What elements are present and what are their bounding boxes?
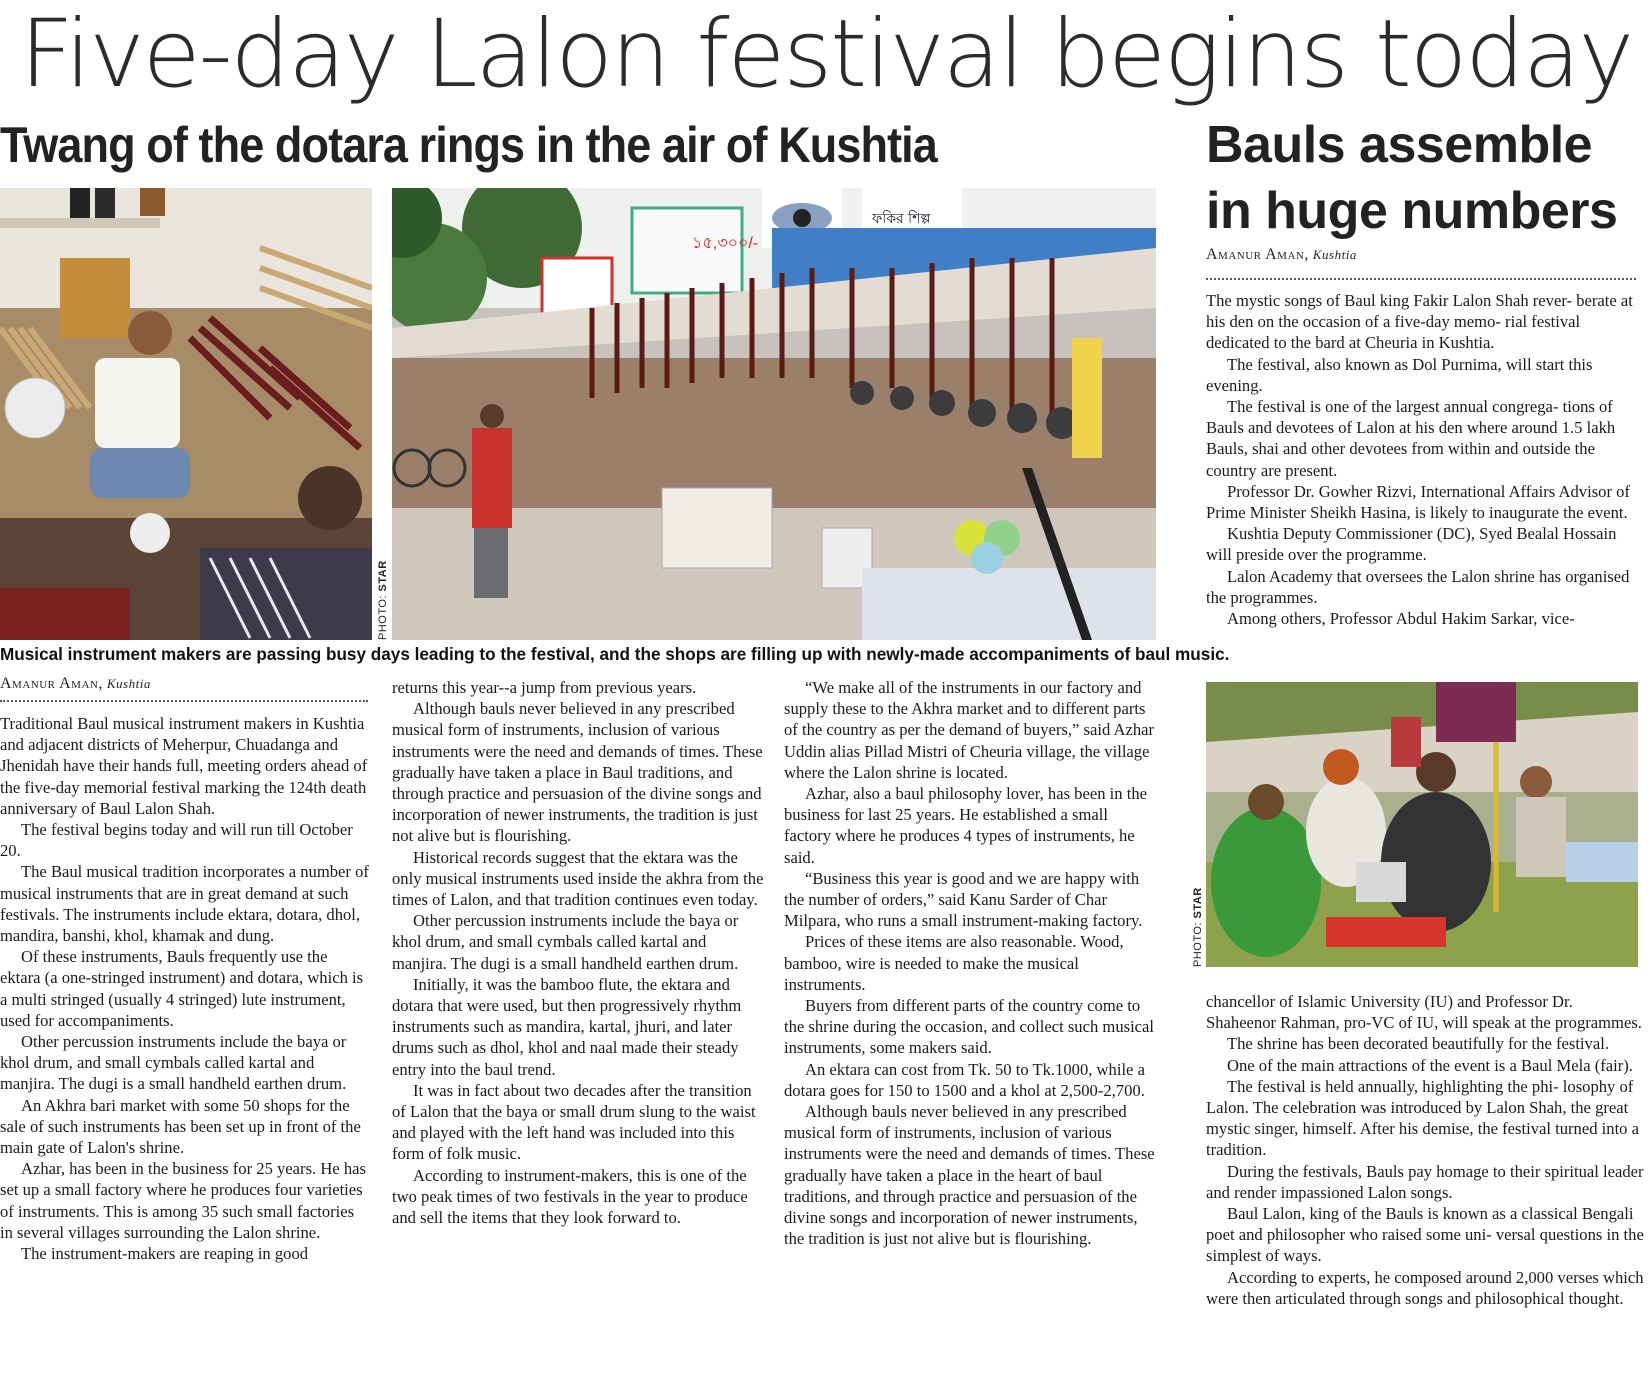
main-headline: Twang of the dotara rings in the air of Kushtia — [0, 117, 937, 173]
photo-credit: PHOTO: STAR — [377, 560, 389, 640]
market-photo — [392, 188, 1156, 640]
byline-name: Amanur Aman, — [0, 675, 103, 692]
main-story-column-3: “We make all of the instruments in our factory and supply these to the Akhra market and to different parts of the country as per the demand of buyers,” said Azhar Uddin alias Pillad Mistri of Cheuria village, the village where the Lalon shrine is located. Azhar, also a baul philosophy lover, has been in the business for last 25 years. He established a small factory where he produces 4 types of instruments, he said. “Business this year is good and we are happy with the number of orders,” said Kanu Sarder of Char Milpara, who runs a small instrument-making factory. Prices of these items are also reasonable. Wood, bamboo, wire is needed to make the musical instruments. Buyers from different parts of the country come to the shrine during the occasion, and collect such musical instruments, some makers said. An ektara can cost from Tk. 50 to Tk.1000, while a dotara goes for 150 to 1500 and a khol at 2,500-2,700. Although bauls never believed in any prescribed musical form of instruments, inclusion of various instruments were the need and demands of times. These gradually have taken a place in the heart of baul traditions, and through practice and persuasion of the divine songs and incorporation of newer instruments, the tradition is just not alive but is flourishing. — [784, 678, 1155, 1249]
byline-divider — [0, 700, 368, 702]
main-byline — [0, 675, 370, 693]
side-headline: Bauls assemble in huge numbers — [1206, 116, 1618, 240]
main-photo-caption: Musical instrument makers are passing busy days leading to the festival, and the shops are filling up with newly-made accompaniments of baul music. — [0, 644, 1230, 664]
banner-shop-name: ফকির শিল্প — [872, 211, 931, 227]
banner-price: ১৫,৩০০/- — [692, 235, 759, 252]
side-byline — [1206, 246, 1636, 264]
main-story-column-1: Traditional Baul musical instrument makers in Kushtia and adjacent districts of Meherpur, Chuadanga and Jhenidah have their hands full, meeting orders ahead of the five-day memorial festival marking the 124th death anniversary of Baul Lalon Shah. The festival begins today and will run till October 20. The Baul musical tradition incorporates a number of musical instruments that are in great demand at such festivals. The instruments include ektara, dotara, dhol, mandira, banshi, khol, khamak and dung. Of these instruments, Bauls frequently use the ektara (a one-stringed instrument) and dotara, which is a multi stringed (usually 4 stringed) lute instrument, used for accompaniments. Other percussion instruments include the baya or khol drum, and small cymbals called kartal and manjira. The dugi is a small handheld earthen drum. An Akhra bari market with some 50 shops for the sale of such instruments has been set up in front of the main gate of Lalon's shrine. Azhar, has been in the business for 25 years. He has set up a small factory where he produces four varieties of instruments. This is among 35 such small factories in several villages surrounding the Lalon shrine. The instrument-makers are reaping in good — [0, 714, 369, 1264]
side-photo-credit: PHOTO: STAR — [1192, 887, 1204, 967]
workshop-photo — [0, 188, 372, 640]
side-story-bottom: chancellor of Islamic University (IU) and Professor Dr. Shaheenor Rahman, pro-VC of IU, will speak at the programmes. The shrine has been decorated beautifully for the festival. One of the main attractions of the event is a Baul Mela (fair). The festival is held annually, highlighting the phi- losophy of Lalon. The celebration was introduced by Lalon Shah, the great mystic singer, himself. After his demise, the festival turned into a tradition. During the festivals, Bauls pay homage to their spiritual leader and render impassioned Lalon songs. Baul Lalon, king of the Bauls is known as a classical Bengali poet and philosopher who raised some uni- versal questions in the simplest of ways. According to experts, he composed around 2,000 verses which were then articulated through songs and philosophical thought. — [1206, 992, 1644, 1308]
side-byline-place: Kushtia — [1312, 247, 1357, 262]
masthead: Five-day Lalon festival begins today — [19, 0, 1633, 109]
side-byline-divider — [1206, 278, 1636, 280]
main-story-column-2: returns this year--a jump from previous years. Although bauls never believed in any prescribed musical form of instruments, inclusion of various instruments were the need and demands of times. These gradually have taken a place in Baul traditions, and through practice and persuasion of the divine songs and incorporation of newer instruments, the tradition is just not alive but is flourishing. Historical records suggest that the ektara was the only musical instruments used inside the akhra from the times of Lalon, and that tradition continues even today. Other percussion instruments include the baya or khol drum, and small cymbals called kartal and manjira. The dugi is a small handheld earthen drum. Initially, it was the bamboo flute, the ektara and dotara that were used, but then progressively rhythm instruments such as mandira, kartal, jhuri, and later drums such as dhol, khol and naal made their steady entry into the baul trend. It was in fact about two decades after the transition of Lalon that the baya or small drum slung to the waist and played with the left hand was included into this form of folk music. According to instrument-makers, this is one of the two peak times of two festivals in the year to produce and sell the items that they look forward to. — [392, 678, 764, 1228]
side-story-top: The mystic songs of Baul king Fakir Lalon Shah rever- berate at his den on the occasion of a five-day memo- rial festival dedicated to the bard at Cheuria in Kushtia. The festival, also known as Dol Purnima, will start this evening. The festival is one of the largest annual congrega- tions of Bauls and devotees of Lalon at his den where around 1.5 lakh Bauls, shai and other devotees from within and outside the country are present. Professor Dr. Gowher Rizvi, International Affairs Advisor of Prime Minister Sheikh Hasina, is likely to inaugurate the event. Kushtia Deputy Commissioner (DC), Syed Bealal Hossain will preside over the programme. Lalon Academy that oversees the Lalon shrine has organised the programmes. Among others, Professor Abdul Hakim Sarkar, vice- — [1206, 291, 1633, 629]
bauls-photo — [1206, 682, 1638, 967]
side-byline-name: Amanur Aman, — [1206, 246, 1309, 263]
byline-place: Kushtia — [106, 676, 151, 691]
